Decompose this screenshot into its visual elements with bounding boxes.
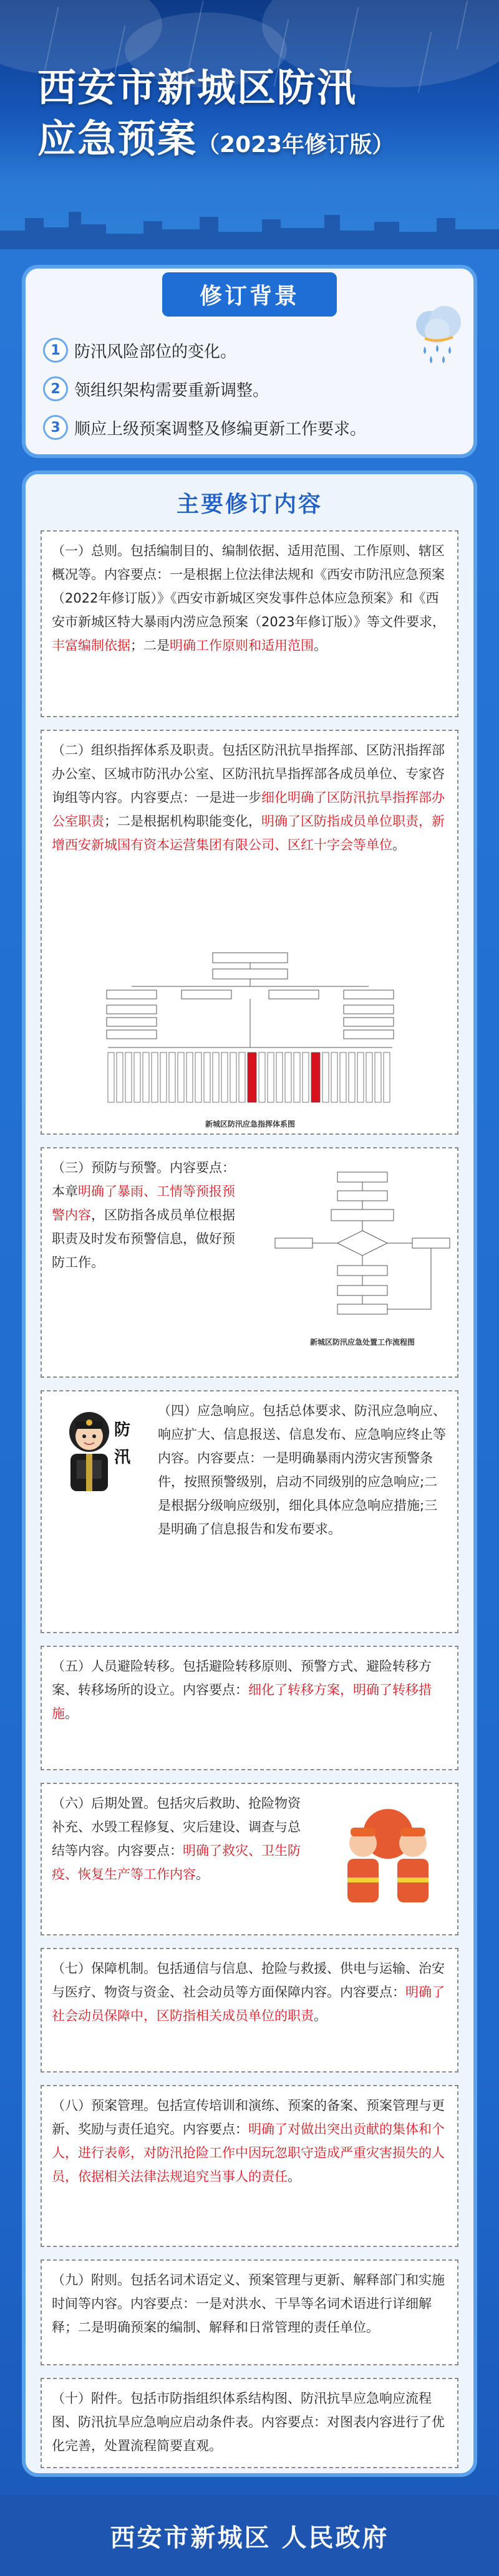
org-diagram: [94, 948, 406, 1128]
title-line-1: 西安市新城区防汛: [37, 65, 357, 110]
footer-banner: [0, 2495, 499, 2576]
list-item: [43, 408, 392, 447]
hero-title: [37, 62, 474, 171]
section-supplementary: [41, 2259, 458, 2365]
section-highlight: 细化明确了区防汛抗旱指挥部办公室职责: [52, 790, 445, 829]
org-diagram-caption: 新城区防汛应急指挥体系图: [205, 1120, 295, 1128]
city-skyline-icon: [0, 193, 499, 249]
section-text: 。: [314, 638, 327, 653]
section-text: （二）组织指挥体系及职责。包括区防汛抗旱指挥部、区防汛指挥部办公室、区城市防汛办公室、区防汛抗旱指挥部各成员单位、专家咨询组等内容。内容要点：一是进一步: [52, 743, 445, 805]
section-text: 。: [392, 837, 405, 852]
list-item-text: 防汛风险部位的变化。: [74, 342, 237, 361]
section-highlight: 明确了区防指成员单位职责，新增西安新城国有资本运营集团有限公司、区红十字会等单位: [52, 814, 445, 852]
section-evacuation: [41, 1646, 458, 1770]
section-text: （五）人员避险转移。包括避险转移原则、预警方式、避险转移方案、转移场所的设立。内容要点：: [52, 1659, 432, 1697]
title-line-2-main: 应急预案: [37, 116, 198, 161]
number-badge: 1: [43, 338, 68, 363]
list-item: [43, 370, 392, 408]
section-text-wrap: [52, 1791, 308, 1886]
section-guarantee: [41, 1948, 458, 2073]
section-aftermath: [41, 1783, 458, 1935]
section-highlight: 细化了转移方案，明确了转移措施: [52, 1682, 432, 1721]
list-item-text: 顺应上级预案调整及修编更新工作要求。: [74, 419, 367, 439]
section-highlight: 明确了社会动员保障中，区防指相关成员单位的职责: [52, 1985, 445, 2023]
section-text: 。: [196, 1867, 209, 1882]
section-highlight: 明确工作原则和适用范围: [170, 638, 314, 653]
section-text: （七）保障机制。包括通信与信息、抢险与救援、供电与运输、治安与医疗、物资与资金、社会动员等方面保障内容。内容要点：: [52, 1961, 445, 2000]
section-text: （八）预案管理。包括宣传培训和演练、预案的备案、预案管理与更新、奖励与责任追究。内容要点：: [52, 2098, 445, 2137]
section-text: 。: [288, 2169, 301, 2184]
section-highlight: 丰富编制依据: [52, 638, 130, 653]
background-list: [43, 331, 392, 447]
main-heading: 主要修订内容: [176, 492, 322, 517]
mascot-label: 防汛: [114, 1421, 131, 1467]
rain-cloud-icon: [406, 300, 468, 368]
footer-text: 西安市新城区 人民政府: [110, 2523, 389, 2552]
number-badge: 2: [43, 376, 68, 401]
section-text: （一）总则。包括编制目的、编制依据、适用范围、工作原则、辖区概况等。内容要点：一是根据上位法律法规和《西安市防汛应急预案（2022年修订版）》《西安市新城区突发事件总体应急预案》和《西安市新城区特大暴雨内涝应急预案（2023年修订版）》等文件要求，: [52, 543, 445, 629]
section-text: （十）附件。包括市防指组织体系结构图、防汛抗旱应急响应流程图、防汛抗旱应急响应启动条件表。内容要点：对图表内容进行了优化完善，处置流程简要直观。: [52, 2391, 445, 2453]
section-response: [41, 1390, 458, 1633]
title-line-2: [37, 113, 474, 171]
list-item: [43, 331, 392, 370]
section-text: （四）应急响应。包括总体要求、防汛应急响应、响应扩大、信息报送、信息发布、应急响应终止等内容。内容要点：一是明确暴雨内涝灾害预警条件，按照预警级别，启动不同级别的应急响应;二是根据分级响应级别，细化具体应急响应措施;三是明确了信息报告和发布要求。: [158, 1403, 446, 1537]
flow-diagram: [269, 1166, 456, 1353]
section-text: （九）附则。包括名词术语定义、预案管理与更新、解释部门和实施时间等内容。内容要点：一是对洪水、干旱等名词术语进行详细解释；二是明确预案的编制、解释和日常管理的责任单位。: [52, 2273, 445, 2335]
background-heading: 修订背景: [162, 272, 337, 317]
title-subtitle: （2023年修订版）: [197, 132, 395, 158]
section-text: ；二是: [130, 638, 170, 653]
section-general: [41, 530, 458, 717]
section-highlight: 明确了暴雨、工情等预报预警内容: [52, 1184, 235, 1223]
number-badge: 3: [43, 415, 68, 440]
section-text-wrap: [52, 1156, 239, 1274]
section-text: （六）后期处置。包括灾后救助、抢险物资补充、水毁工程修复、灾后建设、调查与总结等内容。内容要点：: [52, 1796, 301, 1858]
flow-diagram-caption: 新城区防汛应急处置工作流程图: [309, 1338, 415, 1347]
list-item-text: 领组织架构需要重新调整。: [74, 381, 269, 400]
mascot-figure: [52, 1404, 145, 1497]
section-text: 。: [314, 2008, 327, 2023]
org-chart-icon: [94, 948, 406, 1116]
section-text: ；二是根据机构职能变化，: [104, 814, 261, 829]
main-revisions-card: [22, 470, 477, 2477]
section-text-wrap: [158, 1399, 447, 1541]
section-attachments: [41, 2378, 458, 2468]
section-highlight: 明确了救灾、卫生防疫、恢复生产等工作内容: [52, 1843, 301, 1882]
section-text: 。: [65, 1706, 78, 1721]
section-text: ，区防指各成员单位根据职责及时发布预警信息，做好预防工作。: [52, 1208, 235, 1270]
revision-background-card: [22, 265, 477, 458]
rescuers-icon: [329, 1796, 447, 1915]
hero-banner: [0, 0, 499, 249]
section-plan-management: [41, 2085, 458, 2247]
section-text: （三）预防与预警。内容要点：本章: [52, 1160, 235, 1199]
section-highlight: 明确了对做出突出贡献的集体和个人，进行表彰，对防汛抢险工作中因玩忽职守造成严重灾害损失的人员，依据相关法律法规追究当事人的责任: [52, 2122, 445, 2184]
flowchart-icon: [269, 1166, 456, 1334]
